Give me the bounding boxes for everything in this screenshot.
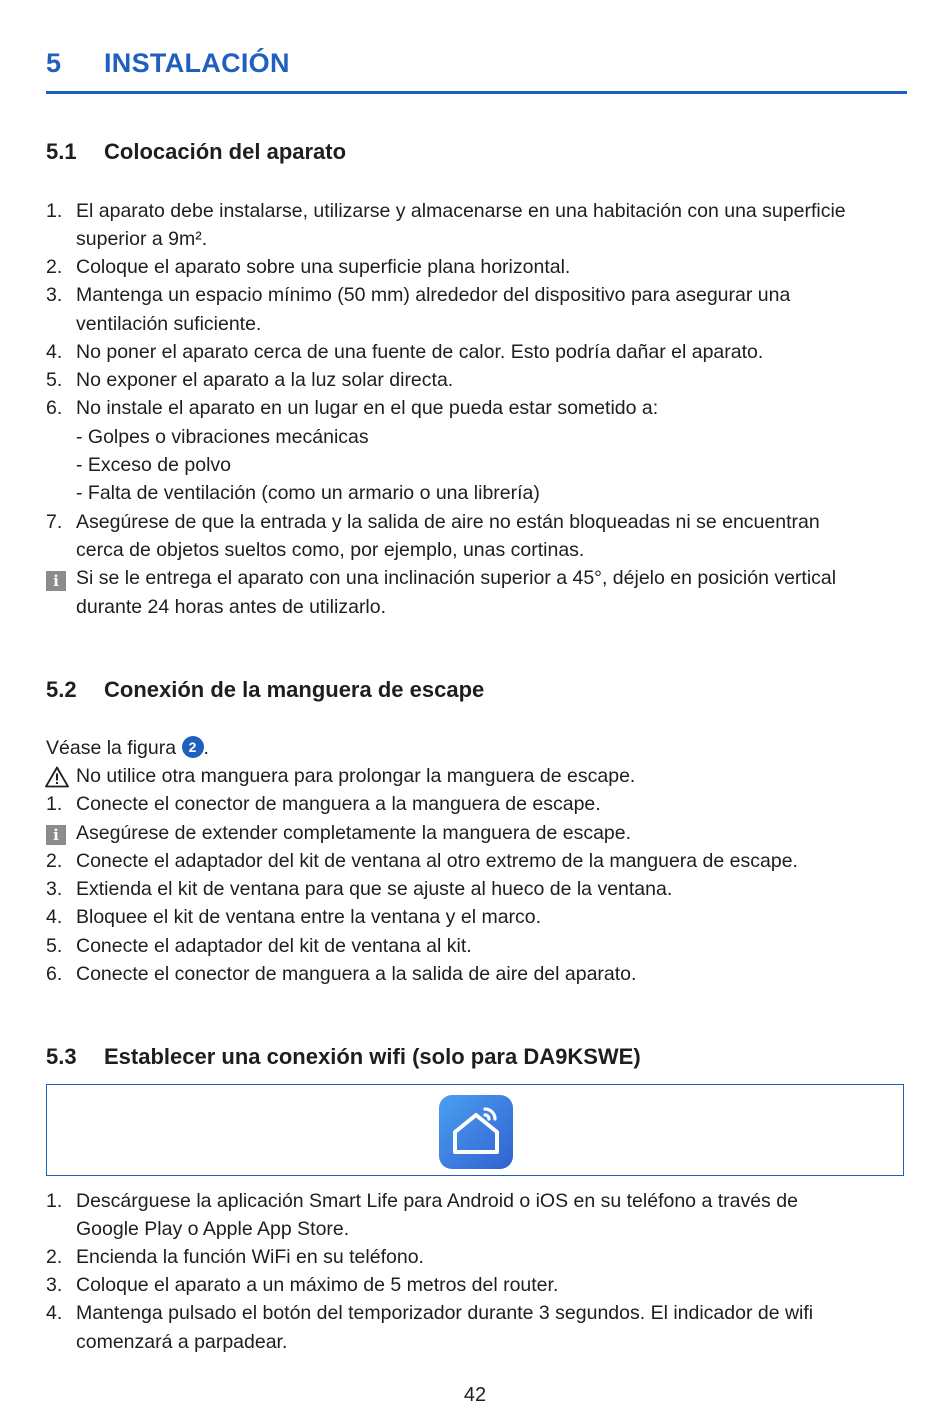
list-marker: 3. — [46, 1274, 63, 1296]
list-marker: 1. — [46, 793, 63, 815]
see-figure-end: . — [203, 737, 209, 759]
list-marker: 5. — [46, 935, 63, 957]
warning-icon — [45, 766, 69, 788]
list-item-text: Coloque el aparato a un máximo de 5 metros del router. — [76, 1274, 559, 1296]
list-item-text: Asegúrese de que la entrada y la salida de aire no están bloqueadas ni se encuentran — [76, 511, 820, 533]
list-item-text: Mantenga pulsado el botón del temporizador durante 3 segundos. El indicador de wifi — [76, 1302, 814, 1324]
see-figure-text: Véase la figura — [46, 737, 177, 759]
section-title: Establecer una conexión wifi (solo para DA9KSWE) — [104, 1044, 641, 1069]
list-item-text: No instale el aparato en un lugar en el que pueda estar sometido a: — [76, 397, 659, 419]
list-item-text: No poner el aparato cerca de una fuente de calor. Esto podría dañar el aparato. — [76, 341, 764, 363]
list-marker: 4. — [46, 906, 63, 928]
note-text: durante 24 horas antes de utilizarlo. — [76, 596, 387, 618]
list-item-text: Descárguese la aplicación Smart Life para Android o iOS en su teléfono a través de — [76, 1190, 798, 1212]
list-marker: 2. — [46, 850, 63, 872]
section-number: 5.3 — [46, 1044, 77, 1069]
list-item-text: ventilación suficiente. — [76, 313, 262, 335]
section-title: Conexión de la manguera de escape — [104, 677, 485, 702]
list-item-text: El aparato debe instalarse, utilizarse y almacenarse en una habitación con una superficie — [76, 200, 846, 222]
list-item-text: Bloquee el kit de ventana entre la ventana y el marco. — [76, 906, 542, 928]
note-text: Asegúrese de extender completamente la manguera de escape. — [76, 822, 632, 844]
list-item-text: Conecte el adaptador del kit de ventana al kit. — [76, 935, 472, 957]
section-title: Colocación del aparato — [104, 139, 347, 164]
list-marker: 2. — [46, 1246, 63, 1268]
list-item-text: Encienda la función WiFi en su teléfono. — [76, 1246, 424, 1268]
list-item-text: Mantenga un espacio mínimo (50 mm) alrededor del dispositivo para asegurar una — [76, 284, 791, 306]
app-icon-box — [46, 1084, 904, 1176]
list-marker: 2. — [46, 256, 63, 278]
list-marker: 4. — [46, 341, 63, 363]
section-5-1-heading — [46, 139, 346, 165]
list-item-text: Conecte el conector de manguera a la salida de aire del aparato. — [76, 963, 637, 985]
list-marker: 1. — [46, 1190, 63, 1212]
list-marker: 7. — [46, 511, 63, 533]
see-figure-line — [46, 734, 209, 762]
list-marker: 3. — [46, 284, 63, 306]
list-item-text: Conecte el conector de manguera a la manguera de escape. — [76, 793, 601, 815]
sub-list-item: - Golpes o vibraciones mecánicas — [76, 426, 369, 448]
list-item-text: cerca de objetos sueltos como, por ejemplo, unas cortinas. — [76, 539, 585, 561]
list-item-text: Conecte el adaptador del kit de ventana al otro extremo de la manguera de escape. — [76, 850, 798, 872]
section-5-3-heading — [46, 1044, 641, 1070]
list-marker: 6. — [46, 963, 63, 985]
list-marker: 1. — [46, 200, 63, 222]
warning-text: No utilice otra manguera para prolongar la manguera de escape. — [76, 765, 636, 787]
chapter-number: 5 — [46, 48, 62, 78]
list-item-text: superior a 9m². — [76, 228, 208, 250]
list-item-text: comenzará a parpadear. — [76, 1331, 288, 1353]
note-text: Si se le entrega el aparato con una inclinación superior a 45°, déjelo en posición vertical — [76, 567, 837, 589]
list-marker: 5. — [46, 369, 63, 391]
list-item-text: No exponer el aparato a la luz solar directa. — [76, 369, 454, 391]
list-item-text: Extienda el kit de ventana para que se ajuste al hueco de la ventana. — [76, 878, 673, 900]
info-icon: i — [46, 825, 66, 845]
list-item-text: Coloque el aparato sobre una superficie plana horizontal. — [76, 256, 571, 278]
page-number: 42 — [463, 1384, 487, 1406]
section-number: 5.1 — [46, 139, 77, 164]
list-marker: 4. — [46, 1302, 63, 1324]
list-item-text: Google Play o Apple App Store. — [76, 1218, 350, 1240]
section-number: 5.2 — [46, 677, 77, 702]
sub-list-item: - Falta de ventilación (como un armario o una librería) — [76, 482, 540, 504]
info-icon: i — [46, 571, 66, 591]
chapter-rule — [46, 91, 907, 94]
list-marker: 6. — [46, 397, 63, 419]
section-5-2-heading — [46, 677, 484, 703]
figure-number-badge: 2 — [182, 736, 204, 758]
sub-list-item: - Exceso de polvo — [76, 454, 232, 476]
chapter-heading — [46, 48, 290, 79]
smart-home-app-icon — [439, 1095, 513, 1169]
list-marker: 3. — [46, 878, 63, 900]
chapter-title: INSTALACIÓN — [104, 48, 290, 78]
